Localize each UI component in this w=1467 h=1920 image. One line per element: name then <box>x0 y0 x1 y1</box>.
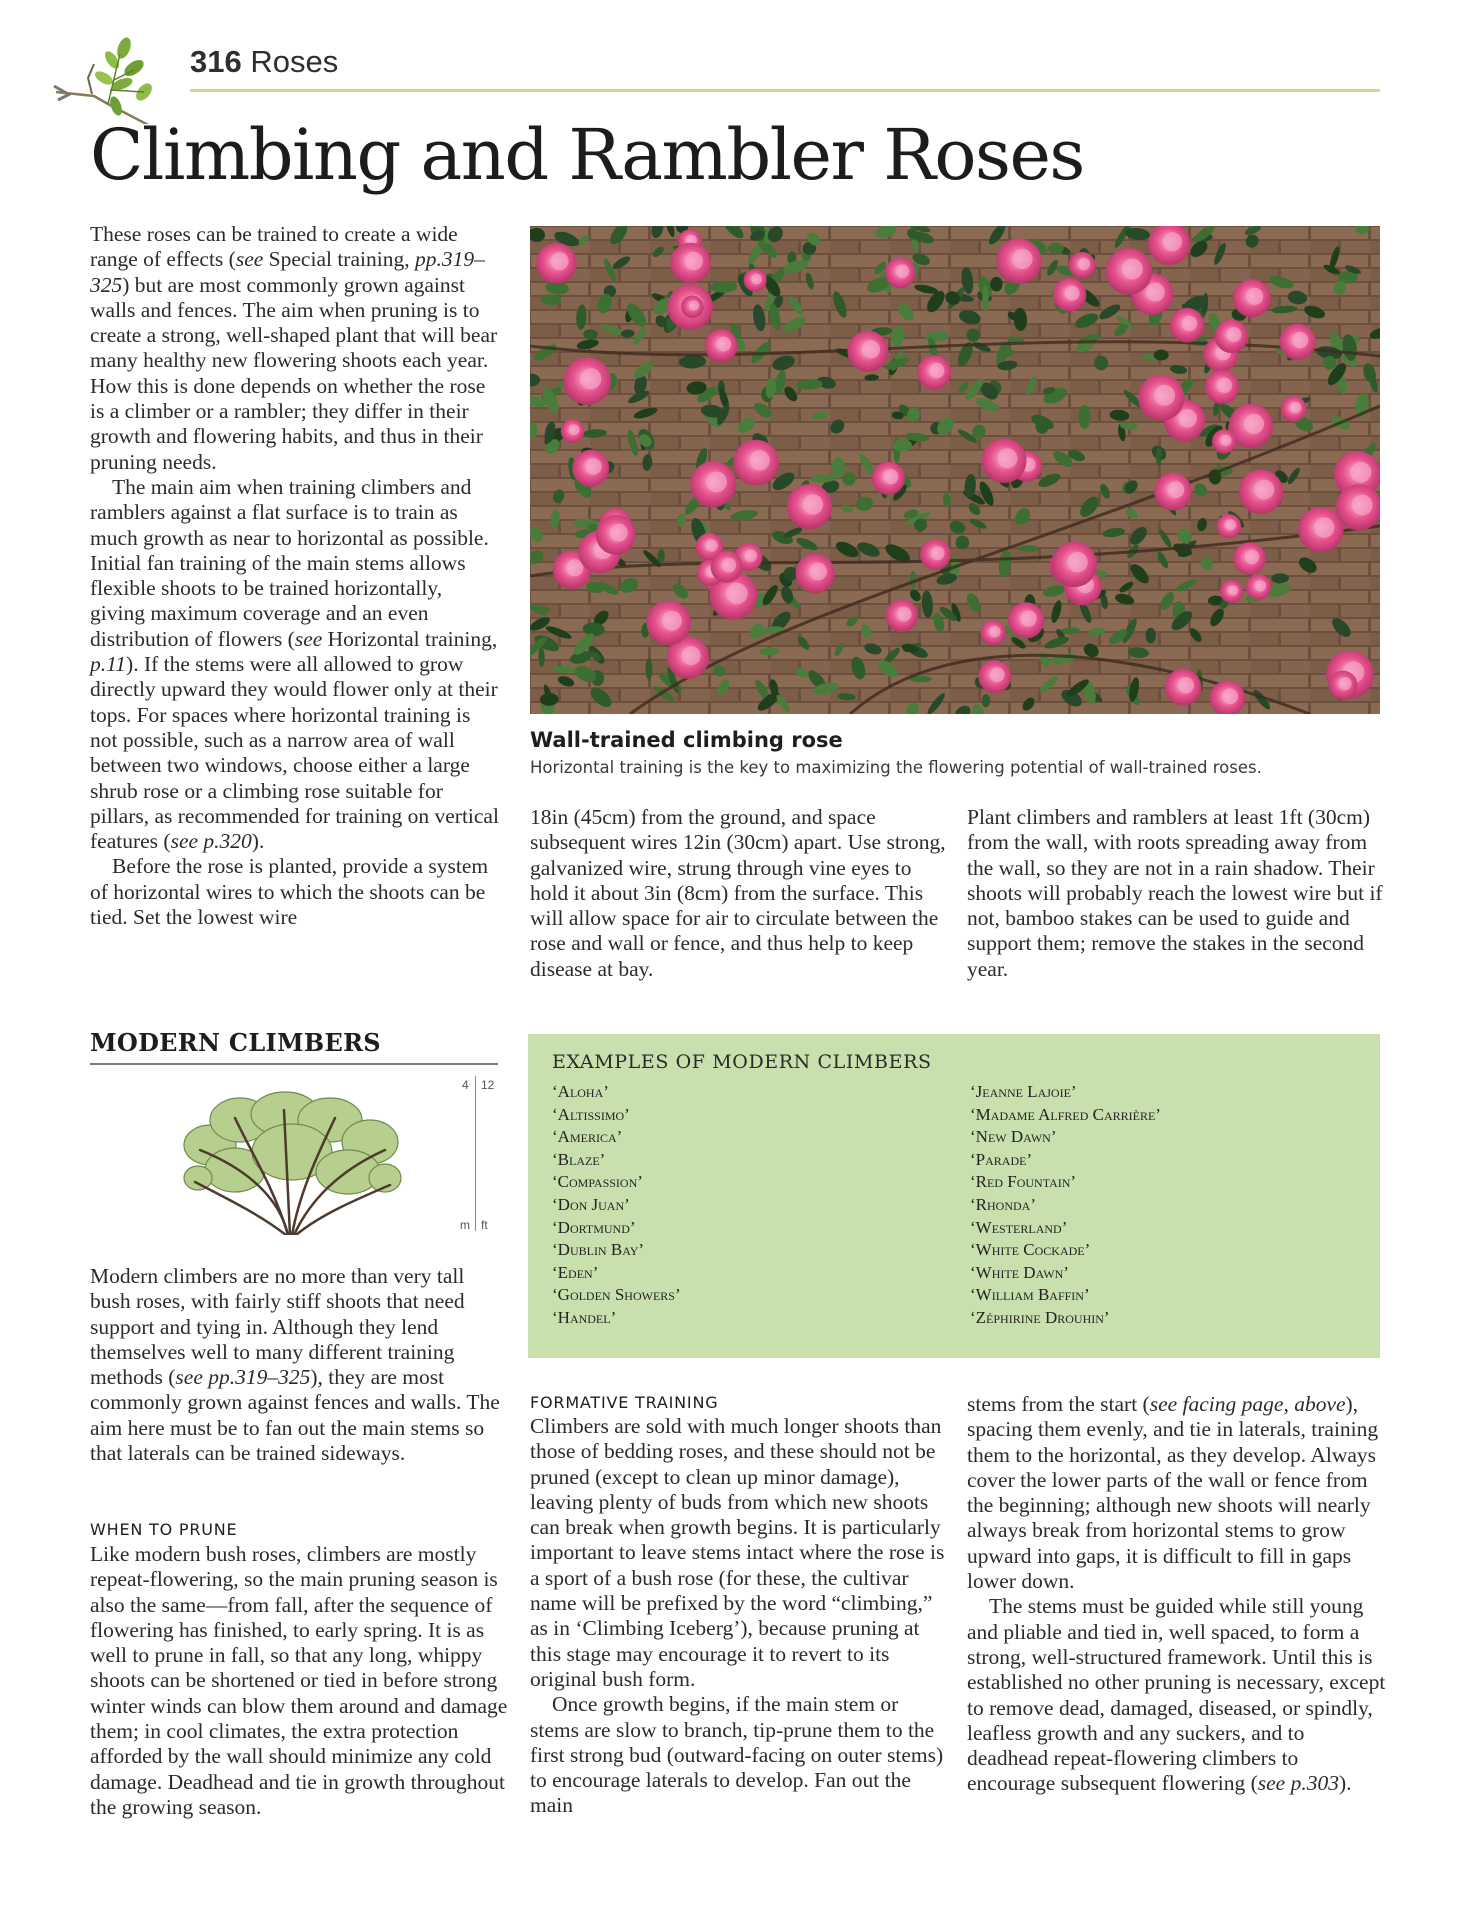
cultivar-item: ‘Rhonda’ <box>970 1194 1036 1214</box>
cultivar-item: ‘Westerland’ <box>970 1217 1068 1237</box>
cultivar-item: ‘Blaze’ <box>552 1149 606 1169</box>
cultivar-item: ‘New Dawn’ <box>970 1127 1057 1147</box>
subheading-when-to-prune: WHEN TO PRUNE <box>90 1520 238 1539</box>
examples-heading: EXAMPLES OF MODERN CLIMBERS <box>552 1051 932 1073</box>
scale-ft-unit: ft <box>481 1218 488 1232</box>
cultivar-item: ‘Handel’ <box>552 1307 617 1327</box>
cultivar-item: ‘Aloha’ <box>552 1082 609 1101</box>
paragraph: 18in (45cm) from the ground, and space subsequent wires 12in (30cm) apart. Use strong, galvanized wire, strung through vine eyes to hold it about 3in (8cm) from the surface. This will allow space for air to circulate between the rose and wall or fence, and thus help to keep disease at bay. <box>530 805 946 981</box>
cultivar-item: ‘Dublin Bay’ <box>552 1240 645 1260</box>
page-number: 316 <box>190 44 242 79</box>
scale-ft-value: 12 <box>481 1078 495 1092</box>
cultivar-item: ‘Madame Alfred Carrière’ <box>970 1104 1161 1124</box>
paragraph: The stems must be guided while still young and pliable and tied in, well spaced, to form a strong, well-structured framework. Until this is established no other pruning is necessary, except to remove dead, damaged, diseased, or spindly, leafless growth and any suckers, and to deadhead repeat-flowering climbers to encourage subsequent flowering (see p.303). <box>967 1594 1386 1796</box>
paragraph: stems from the start (see facing page, above), spacing them evenly, and tie in laterals, training them to the horizontal, as they develop. Always cover the lower parts of the wall or fence from the beginning; although new shoots will nearly always break from horizontal stems to grow upward into gaps, it is difficult to fill in gaps lower down. <box>967 1392 1379 1594</box>
paragraph: Plant climbers and ramblers at least 1ft (30cm) from the wall, with roots spreading away from the wall, so they are not in a rain shadow. Their shoots will probably reach the lowest wire but if not, bamboo stakes can be used to guide and support them; remove the stakes in the second year. <box>967 805 1383 981</box>
cultivar-item: ‘Eden’ <box>552 1262 599 1282</box>
climbing-rose-photo <box>530 226 1380 714</box>
section-name: Roses <box>250 44 339 79</box>
cultivar-item: ‘Parade’ <box>970 1149 1033 1169</box>
cultivar-item: ‘Dortmund’ <box>552 1217 636 1237</box>
paragraph: These roses can be trained to create a wide range of effects (see Special training, pp.319–325) but are most commonly grown against walls and fences. The aim when pruning is to create a strong, well-shaped plant that will bear many healthy new flowering shoots each year. How this is done depends on whether the rose is a climber or a rambler; they differ in their growth and flowering habits, and thus in their pruning needs. <box>90 222 498 474</box>
formative-training-text-2 <box>967 1392 1387 1797</box>
modern-climbers-text <box>90 1264 510 1466</box>
paragraph: Like modern bush roses, climbers are mostly repeat-flowering, so the main pruning season is also the same—from fall, after the sequence of flowering has finished, to early spring. It is as well to prune in fall, so that any long, whippy shoots can be shortened or tied in before strong winter winds can blow them around and damage them; in cool climates, the extra protection afforded by the wall should minimize any cold damage. Deadhead and tie in growth throughout the growing season. <box>90 1542 508 1819</box>
photo-caption-text: Horizontal training is the key to maximizing the flowering potential of wall-trained roses. <box>530 758 1262 777</box>
cultivar-item: ‘White Dawn’ <box>970 1262 1069 1282</box>
climber-shrub-illustration <box>180 1090 405 1235</box>
wires-text-column-2 <box>967 805 1387 982</box>
cultivar-item: ‘Compassion’ <box>552 1172 643 1192</box>
cultivar-item: ‘Zéphirine Drouhin’ <box>970 1307 1110 1327</box>
intro-text <box>90 222 500 930</box>
cultivar-item: ‘Don Juan’ <box>552 1194 630 1214</box>
section-rule <box>90 1063 498 1065</box>
section-heading-modern-climbers: MODERN CLIMBERS <box>90 1028 381 1057</box>
cultivar-item: ‘Jeanne Lajoie’ <box>970 1082 1077 1101</box>
subheading-formative-training: FORMATIVE TRAINING <box>530 1393 719 1412</box>
scale-line <box>475 1076 476 1231</box>
photo-caption-title: Wall-trained climbing rose <box>530 728 843 752</box>
page-title: Climbing and Rambler Roses <box>90 114 1084 196</box>
cultivar-item: ‘White Cockade’ <box>970 1240 1091 1260</box>
paragraph: Climbers are sold with much longer shoots than those of bedding roses, and these should not be pruned (except to clean up minor damage), leaving plenty of buds from which new shoots can break when growth begins. It is particularly important to leave stems intact where the rose is a sport of a bush rose (for these, the cultivar name will be prefixed by the word “climbing,” as in ‘Climbing Iceberg’), because pruning at this stage may encourage it to revert to its original bush form. <box>530 1414 945 1691</box>
paragraph: The main aim when training climbers and ramblers against a flat surface is to train as much growth as near to horizontal as possible. Initial fan training of the main stems allows flexible shoots to be trained horizontally, giving maximum coverage and an even distribution of flowers (see Horizontal training, p.11). If the stems were all allowed to grow directly upward they would flower only at their tops. For spaces where horizontal training is not possible, such as a narrow area of wall between two windows, choose either a large shrub rose or a climbing rose suitable for pillars, as recommended for training on vertical features (see p.320). <box>90 474 499 854</box>
paragraph: Modern climbers are no more than very tall bush roses, with fairly stiff shoots that need support and tying in. Although they lend themselves well to many different training methods (see pp.319–325), they are most commonly grown against fences and walls. The aim here must be to fan out the main stems so that laterals can be trained sideways. <box>90 1264 500 1466</box>
when-to-prune-text <box>90 1542 510 1820</box>
header-rule <box>190 89 1380 92</box>
examples-list-column-2 <box>970 1081 1161 1330</box>
scale-m-value: 4 <box>462 1078 469 1092</box>
wires-text-column-1 <box>530 805 950 982</box>
formative-training-text-1 <box>530 1414 950 1819</box>
running-head <box>190 44 338 80</box>
cultivar-item: ‘Golden Showers’ <box>552 1285 681 1305</box>
cultivar-item: ‘Altissimo’ <box>552 1104 630 1124</box>
paragraph: Before the rose is planted, provide a system of horizontal wires to which the shoots can be tied. Set the lowest wire <box>90 854 489 930</box>
height-scale <box>448 1076 508 1231</box>
scale-m-unit: m <box>460 1218 470 1232</box>
cultivar-item: ‘William Baffin’ <box>970 1285 1090 1305</box>
paragraph: Once growth begins, if the main stem or stems are slow to branch, tip-prune them to the first strong bud (outward-facing on outer stems) to encourage laterals to develop. Fan out the main <box>530 1692 944 1818</box>
cultivar-item: ‘Red Fountain’ <box>970 1172 1077 1192</box>
examples-list-column-1 <box>552 1081 681 1330</box>
cultivar-item: ‘America’ <box>552 1127 623 1147</box>
